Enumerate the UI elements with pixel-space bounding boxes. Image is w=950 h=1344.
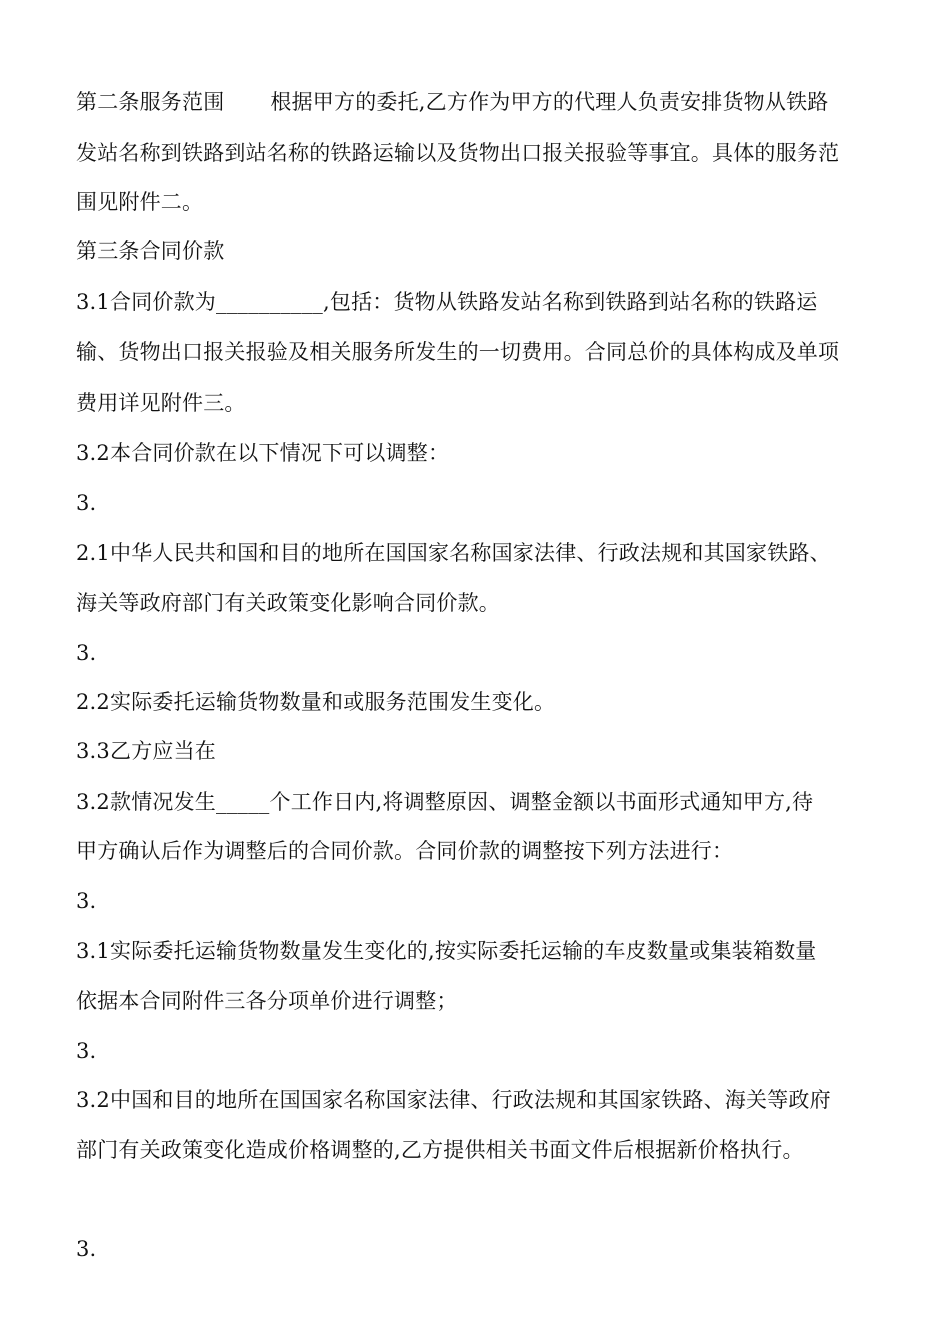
text-line: 3.1合同价款为__________,包括：货物从铁路发站名称到铁路到站名称的铁路运 [76, 290, 818, 314]
text-line: 3. [76, 491, 97, 515]
text-line: 围见附件二。 [76, 190, 204, 214]
text-line: 3.3乙方应当在 [76, 739, 216, 763]
text-line: 3.1实际委托运输货物数量发生变化的,按实际委托运输的车皮数量或集装箱数量 [76, 939, 817, 963]
text-line: 3. [76, 1039, 97, 1063]
clause-2-text: 根据甲方的委托,乙方作为甲方的代理人负责安排货物从铁路 [270, 90, 829, 114]
clause-2-heading-line [76, 89, 886, 115]
text-line: 2.2实际委托运输货物数量和或服务范围发生变化。 [76, 690, 556, 714]
text-line: 依据本合同附件三各分项单价进行调整； [76, 989, 458, 1013]
text-line: 3. [76, 889, 97, 913]
text-line: 部门有关政策变化造成价格调整的,乙方提供相关书面文件后根据新价格执行。 [76, 1138, 804, 1162]
text-line: 输、货物出口报关报验及相关服务所发生的一切费用。合同总价的具体构成及单项 [76, 340, 840, 364]
clause-3-heading: 第三条合同价款 [76, 239, 225, 263]
text-line: 3. [76, 641, 97, 665]
clause-2-title: 第二条服务范围 [76, 90, 225, 114]
text-line: 海关等政府部门有关政策变化影响合同价款。 [76, 591, 500, 615]
text-line: 3. [76, 1237, 97, 1261]
text-line: 2.1中华人民共和国和目的地所在国国家名称国家法律、行政法规和其国家铁路、 [76, 541, 831, 565]
text-line: 发站名称到铁路到站名称的铁路运输以及货物出口报关报验等事宜。具体的服务范 [76, 141, 840, 165]
text-line: 费用详见附件三。 [76, 391, 246, 415]
text-line: 3.2中国和目的地所在国国家名称国家法律、行政法规和其国家铁路、海关等政府 [76, 1088, 831, 1112]
text-line: 3.2款情况发生_____个工作日内,将调整原因、调整金额以书面形式通知甲方,待 [76, 790, 814, 814]
text-line: 甲方确认后作为调整后的合同价款。合同价款的调整按下列方法进行： [76, 839, 734, 863]
text-line: 3.2本合同价款在以下情况下可以调整： [76, 441, 450, 465]
